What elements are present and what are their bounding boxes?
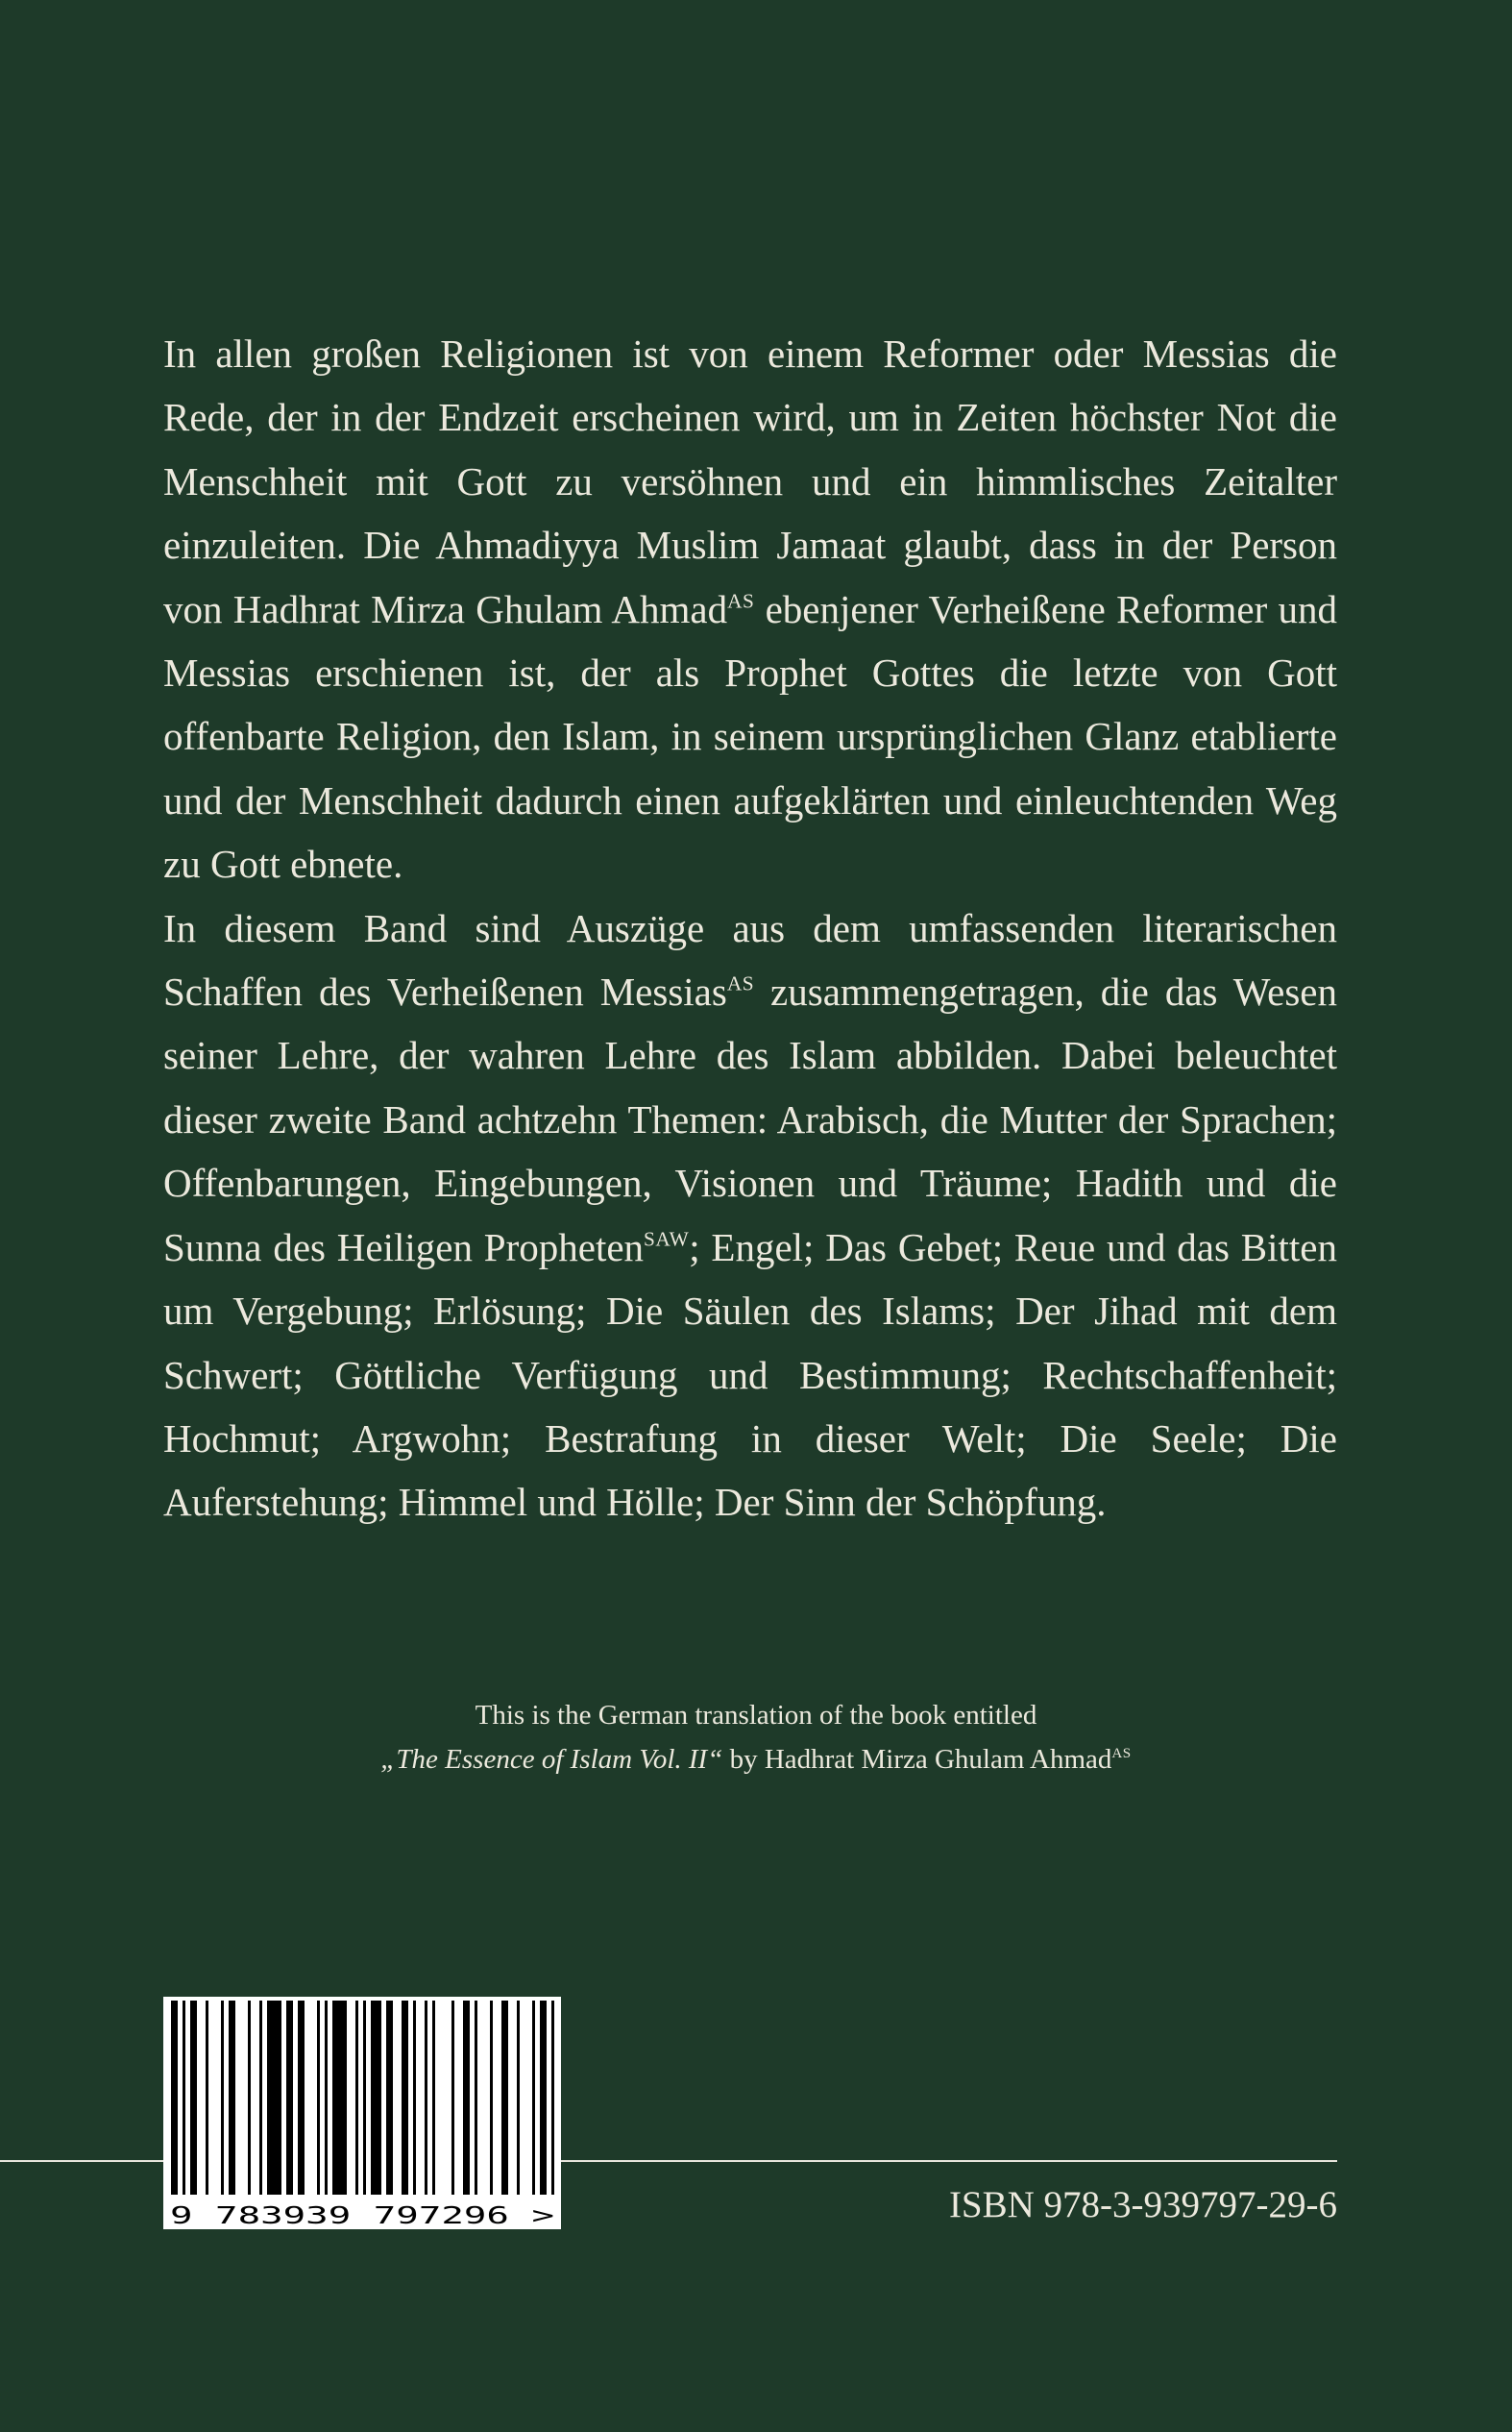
barcode-bar (363, 2001, 366, 2195)
barcode-bar (286, 2001, 293, 2195)
blurb-p2-text-1: In diesem Band sind Auszüge aus dem umfassenden literarischen Schaffen des Verheißenen Messias (163, 905, 1337, 1015)
blurb-p2-text-2: zusammengetragen, die das Wesen seiner Lehre, der wahren Lehre des Islam abbilden. Dabei beleuchtet dieser zweite Band achtzehn Themen: Arabisch, die Mutter der Sprachen; Offenbarungen, Eingebungen, Visionen und Träume; Hadith und die Sunna des Heiligen Propheten (163, 970, 1337, 1269)
original-author: by Hadhrat Mirza Ghulam Ahmad (722, 1744, 1112, 1775)
barcode-bar (386, 2001, 393, 2195)
barcode-bar (371, 2001, 381, 2195)
barcode-bar (332, 2001, 347, 2195)
barcode-bar (425, 2001, 427, 2195)
barcode-bar (402, 2001, 408, 2195)
honorific-superscript: AS (1111, 1746, 1132, 1762)
barcode-bar (298, 2001, 305, 2195)
isbn-number: ISBN 978-3-939797-29-6 (948, 2184, 1337, 2225)
barcode-bar (248, 2001, 251, 2195)
barcode-bar (490, 2001, 493, 2195)
blurb-p1-text-1: In allen großen Religionen ist von einem Reformer oder Messias die Rede, der in der Endzeit erscheinen wird, um in Zeiten höchster Not die Menschheit mit Gott zu versöhnen und ein himmlisches Zeitalter einzuleiten. Die Ahmadiyya Muslim Jamaat glaubt, dass in der Person von Hadhrat Mirza Ghulam Ahmad (163, 332, 1337, 631)
blurb-p1-text-2: ebenjener Verheißene Reformer und Messias erschienen ist, der als Prophet Gottes die letzte von Gott offenbarte Religion, den Islam, in seinem ursprünglichen Glanz etablierte und der Menschheit dadurch einen aufgeklärten und einleuchtenden Weg zu Gott ebnete. (163, 586, 1337, 887)
isbn-barcode (163, 1997, 561, 2229)
barcode-bar (171, 2001, 178, 2195)
barcode-bar (229, 2001, 235, 2195)
barcode-bar (501, 2001, 508, 2195)
honorific-superscript: AS (726, 971, 755, 995)
barcode-bar (259, 2001, 262, 2195)
barcode-bar (463, 2001, 470, 2195)
barcode-bar (267, 2001, 281, 2195)
translation-note-line-1: This is the German translation of the book entitled (475, 1700, 1037, 1731)
barcode-bar (221, 2001, 224, 2195)
barcode-bar (206, 2001, 208, 2195)
barcode-bar (475, 2001, 477, 2195)
barcode-bar (190, 2001, 197, 2195)
blurb-paragraph-1 (163, 322, 1337, 897)
blurb-text (163, 322, 1337, 1535)
original-book-title: „The Essence of Islam Vol. II“ (380, 1744, 723, 1775)
barcode-bar (355, 2001, 358, 2195)
barcode-bar (517, 2001, 520, 2195)
honorific-superscript: AS (727, 589, 755, 613)
translation-note (0, 1693, 1512, 1781)
translation-note-line-2 (0, 1737, 1512, 1781)
barcode-bar (551, 2001, 554, 2195)
barcode-bar (413, 2001, 416, 2195)
barcode-bar (451, 2001, 454, 2195)
barcode-bar (183, 2001, 185, 2195)
barcode-bar (532, 2001, 535, 2195)
barcode-bar (540, 2001, 547, 2195)
barcode-graphic (163, 1997, 561, 2229)
blurb-paragraph-2 (163, 897, 1337, 1535)
blurb-p2-text-3: ; Engel; Das Gebet; Reue und das Bitten um Vergebung; Erlösung; Die Säulen des Islams; Der Jihad mit dem Schwert; Göttliche Verfügung und Bestimmung; Rechtschaffenheit; Hochmut; Argwohn; Bestrafung in dieser Welt; Die Seele; Die Auferstehung; Himmel und Hölle; Der Sinn der Schöpfung. (163, 1224, 1337, 1525)
barcode-bar (432, 2001, 435, 2195)
barcode-digits: 9 783939 797296 > (170, 2201, 554, 2229)
honorific-superscript: SAW (644, 1227, 690, 1251)
barcode-bar (317, 2001, 320, 2195)
barcode-bar (325, 2001, 328, 2195)
